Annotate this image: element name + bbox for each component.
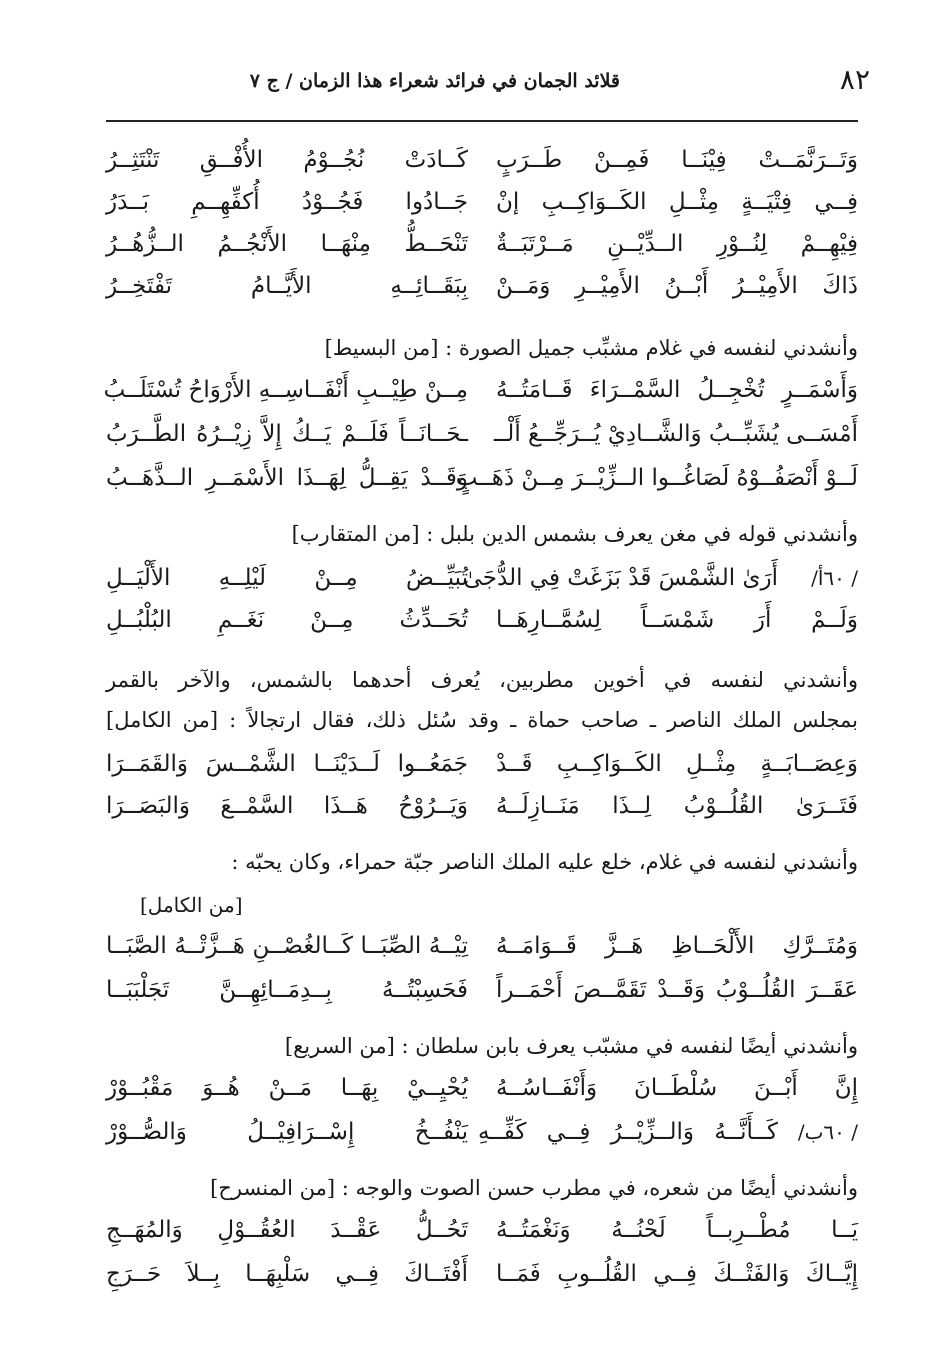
second-hemistich: تِيْــهُ الصِّبَــا كَــالغُصْــنِ هَــزَّتْــهُ الصَّبَــا <box>106 933 468 959</box>
verse-line <box>106 600 858 640</box>
second-hemistich: تَنْحَــطُّ مِنْهَــا الأَنْجُــمُ الــزُّهُــرُ <box>106 231 468 257</box>
verse-line <box>106 1068 858 1108</box>
verse-line <box>106 140 858 180</box>
first-hemistich: وَمُتَــرَّكِ الأَلْحَــاظِ هَــزَّ قَــوَامَــهُ <box>496 933 858 959</box>
second-hemistich: يُحْيِــيْ بِهَــا مَــنْ هُــوَ مَقْبُــوْرْ <box>106 1075 468 1101</box>
prose-intro: وأنشدني لنفسه في غلام، خلع عليه الملك الناصر جبّة حمراء، وكان يحبّه : <box>231 850 858 874</box>
prose-intro: بمجلس الملك الناصر ـ صاحب حماة ـ وقد سُئل ذلك، فقال ارتجالاً : [من الكامل] <box>106 708 858 732</box>
first-hemistich: وَلَــمْ أَرَ شَمْسَــاً لِسُمَّــارِهَــا <box>496 607 858 633</box>
first-hemistich: لَــوْ أَنْصَفُــوْهُ لَصَاغُــوا الــزِّيْــرَ مِــنْ ذَهَــبٍ <box>455 465 858 491</box>
meter-label: [من الكامل] <box>140 893 243 917</box>
first-hemistich: وَأَسْمَــرٍ تُخْجِــلُ السَّمْــرَاءَ قَــامَتُــهُ <box>496 377 858 403</box>
first-hemistich: عَقَــرَ القُلُــوْبُ وَقَــدْ تَقَمَّــصَ أَحْمَــراً <box>496 977 858 1003</box>
first-hemistich: يَــا مُطْــرِبــاً لَحْنُــهُ وَنَغْمَتُــهُ <box>496 1217 858 1243</box>
prose-intro: وأنشدني لنفسه في أخوين مطربين، يُعرف أحدهما بالشمس، والآخر بالقمر <box>106 668 858 692</box>
verse-line <box>106 458 858 498</box>
second-hemistich: تَحُــلُّ عَقْــدَ العُقُــوْلِ وَالمُهَــجِ <box>106 1217 468 1243</box>
first-hemistich: كَــأَنَّــهُ وَالــزِّيْــرُ فِــي كَفِّــهِ <box>478 1119 778 1145</box>
verse-line <box>106 558 858 598</box>
prose-intro: وأنشدني أيضًا لنفسه في مشبّب يعرف بابن سلطان : [من السريع] <box>284 1034 858 1058</box>
header-rule <box>106 120 858 122</box>
second-hemistich: فَحَسِبْتُــهُ بِــدِمَــائِهِــنَّ تَجَلْبَبَــا <box>106 977 468 1003</box>
verse-line <box>106 786 858 826</box>
first-hemistich: وَتَــرَنَّمَــتْ فِيْنَــا فَمِــنْ طَــرَبٍ <box>496 147 858 173</box>
second-hemistich: أَفْتَــاكَ فِــي سَلْبِهَــا بِــلاَ حَــرَجِ <box>106 1261 468 1287</box>
verse-line <box>106 744 858 784</box>
first-hemistich: فَتَــرَىٰ القُلُــوْبُ لِــذَا مَنَــازِلَــهُ <box>496 793 858 819</box>
prose-intro: وأنشدني أيضًا من شعره، في مطرب حسن الصوت والوجه : [من المنسرح] <box>210 1176 858 1200</box>
prose-intro: وأنشدني لنفسه في غلام مشبِّب جميل الصورة : [من البسيط] <box>324 336 858 360</box>
second-hemistich: مِــنْ طِيْــبِ أَنْفَــاسِــهِ الأَرْوَاحُ تُسْتَلَــبُ <box>103 377 468 403</box>
first-hemistich: فِــي فِتْيَــةٍ مِثْــلِ الكَــوَاكِــبِ إنْ <box>496 189 858 215</box>
second-hemistich: جَمَعُــوا لَــدَيْنَــا الشَّمْــسَ وَالقَمَــرَا <box>106 751 468 777</box>
verse-line <box>106 1254 858 1294</box>
verse-line <box>103 370 858 410</box>
second-hemistich: يَنْفُــخُ إِسْــرَافِيْــلُ وَالصُّــوْرْ <box>106 1119 468 1145</box>
verse-line <box>106 266 858 306</box>
first-hemistich: إِيَّــاكَ وَالفَتْــكَ فِــي القُلُــوبِ فَمَــا <box>496 1261 858 1287</box>
verse-line <box>106 1210 858 1250</box>
folio-marker: / ٦٠أ/ <box>811 566 858 590</box>
folio-marker: / ٦٠ب/ <box>797 1120 858 1144</box>
verse-line <box>106 182 858 222</box>
second-hemistich: بِبَقَــائِــهِ الأَيَّــامُ تَفْتَخِــرُ <box>106 273 468 299</box>
first-hemistich: أَمْسَــى يُشَبِّــبُ وَالشَّــادِيْ يُــرَجِّــعُ أَلْــ <box>493 421 858 447</box>
verse-line <box>106 1112 858 1152</box>
verse-line <box>106 970 858 1010</box>
first-hemistich: ذَاكَ الأَمِيْــرُ أَبْــنُ الأَمِيْــرِ وَمَــنْ <box>496 273 858 299</box>
first-hemistich: فِيْهِــمْ لِنُــوْرِ الــدِّيْــنِ مَــرْتَبَــةٌ <box>496 231 858 257</box>
second-hemistich: وَيَــرُوْحُ هَــذَا السَّمْــعَ وَالبَصَــرَا <box>106 793 468 819</box>
running-title: قلائد الجمان في فرائد شعراء هذا الزمان / ج ٧ <box>249 70 620 92</box>
second-hemistich: جَــادُوا فَجُــوْدُ أُكفِّهِــمِ بَــدَرُ <box>106 189 468 215</box>
first-hemistich: أَرَىٰ الشَّمْسَ قَدْ بَزَغَتْ فِي الدُّجَىٰ <box>463 565 778 591</box>
verse-line <box>106 926 858 966</box>
second-hemistich: تُبَيِّــضُ مِــنْ لَيْلِــهِ الأَلْيَــلِ <box>106 565 468 591</box>
first-hemistich: إِنَّ أَبْــنَ سُلْطَــانَ وَأَنْفَــاسُــهُ <box>496 1075 858 1101</box>
verse-line <box>106 414 858 454</box>
second-hemistich: ـحَــانَــاً فَلَــمْ يَــكُ إِلاَّ زِيْــرُهُ الطَّــرَبُ <box>106 421 468 447</box>
second-hemistich: وَقَــدْ يَقِــلُّ لِهَــذَا الأَسْمَــرِ الــذَّهَــبُ <box>106 465 468 491</box>
prose-intro: وأنشدني قوله في مغن يعرف بشمس الدين بلبل : [من المتقارب] <box>291 522 858 546</box>
page-number: ٨٢ <box>839 63 870 96</box>
first-hemistich: وَعِصَــابَــةٍ مِثْــلِ الكَــوَاكِــبِ قَــدْ <box>496 751 858 777</box>
second-hemistich: كَــادَتْ نُجُــوْمُ الأُفْــقِ تَنْتَثِــرُ <box>106 147 468 173</box>
verse-line <box>106 224 858 264</box>
second-hemistich: تُحَــدِّثُ مِــنْ نَغَــمِ البُلْبُــلِ <box>106 607 468 633</box>
